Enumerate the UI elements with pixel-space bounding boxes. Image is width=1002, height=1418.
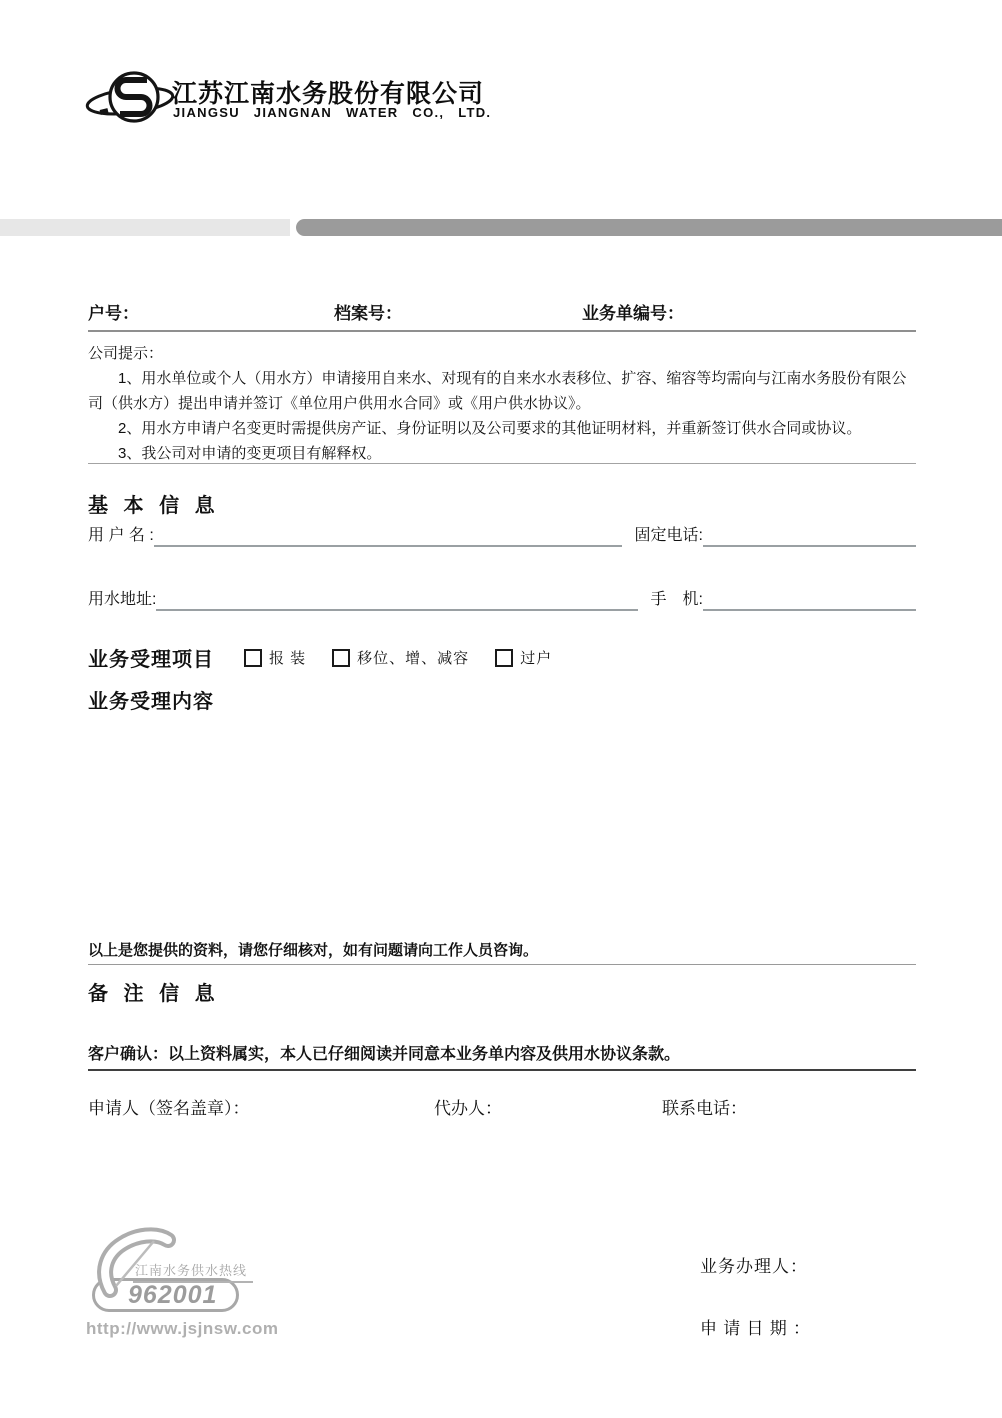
remarks-title: 备 注 信 息 [88,983,220,1005]
username-label: 用 户 名 : [88,527,154,544]
divider-rule [88,964,916,965]
review-note: 以上是您提供的资料，请您仔细核对，如有问题请向工作人员咨询。 [88,942,539,959]
apply-date-label: 申 请 日 期 ： [700,1319,811,1338]
service-content-title: 业务受理内容 [88,691,214,713]
divider-bar-light [0,219,290,236]
address-label: 用水地址: [88,591,157,608]
reference-row [88,299,916,323]
address-field[interactable] [156,585,637,611]
username-field[interactable] [154,521,622,547]
hotline-name: 江南水务供水热线 [133,1260,253,1283]
notice-item: 1、用水单位或个人（用水方）申请接用自来水、对现有的自来水水表移位、扩容、缩容等均需向与江南水务股份有限公司（供水方）提出申请并签订《单位用户供用水合同》或《用户供水协议》。 [88,370,907,412]
order-no-label: 业务单编号： [582,304,684,323]
signature-row [88,1094,916,1120]
account-no-label: 户号： [88,304,139,323]
mobile-label: 手 机: [650,591,703,608]
divider-bar-dark [296,219,1002,236]
divider-rule [88,330,916,332]
checkbox-icon[interactable] [495,649,513,667]
mobile-field[interactable] [703,585,916,611]
option-label: 报 装 [269,650,307,667]
service-items-title: 业务受理项目 [88,649,214,671]
service-options [244,647,552,668]
checkbox-icon[interactable] [244,649,262,667]
option-label: 过户 [520,650,553,667]
company-name-cn: 江苏江南水务股份有限公司 [172,80,485,108]
archive-no-label: 档案号： [334,304,402,323]
company-logo-icon [84,68,176,128]
hotline-number: 962001 [128,1280,218,1309]
username-row [88,519,916,547]
option-label: 移位、增、减容 [357,650,470,667]
service-items-row [88,643,916,672]
address-row [88,583,916,611]
customer-confirmation: 客户确认：以上资料属实，本人已仔细阅读并同意本业务单内容及供用水协议条款。 [88,1046,681,1063]
company-notice [88,341,916,466]
agent-label: 代办人： [434,1099,502,1118]
option-new-installation[interactable] [244,647,306,668]
basic-info-title: 基 本 信 息 [88,495,220,517]
contact-phone-label: 联系电话： [662,1099,747,1118]
company-name-en: JIANGSU JIANGNAN WATER CO., LTD. [173,105,492,120]
applicant-signature-label: 申请人（签名盖章）： [88,1099,250,1118]
hotline-mark [86,1224,336,1346]
option-transfer[interactable] [495,647,552,668]
divider-rule-dark [88,1069,916,1071]
handler-label: 业务办理人： [700,1257,808,1276]
divider-rule [88,463,916,464]
website-url: http://www.jsjnsw.com [86,1319,279,1338]
notice-title: 公司提示： [88,345,164,362]
fixed-phone-field[interactable] [703,521,916,547]
notice-item: 2、用水方申请户名变更时需提供房产证、身份证明以及公司要求的其他证明材料，并重新签订供水合同或协议。 [118,420,862,437]
checkbox-icon[interactable] [332,649,350,667]
fixed-phone-label: 固定电话: [634,527,703,544]
option-relocate-resize[interactable] [332,647,469,668]
notice-item: 3、我公司对申请的变更项目有解释权。 [118,445,382,462]
